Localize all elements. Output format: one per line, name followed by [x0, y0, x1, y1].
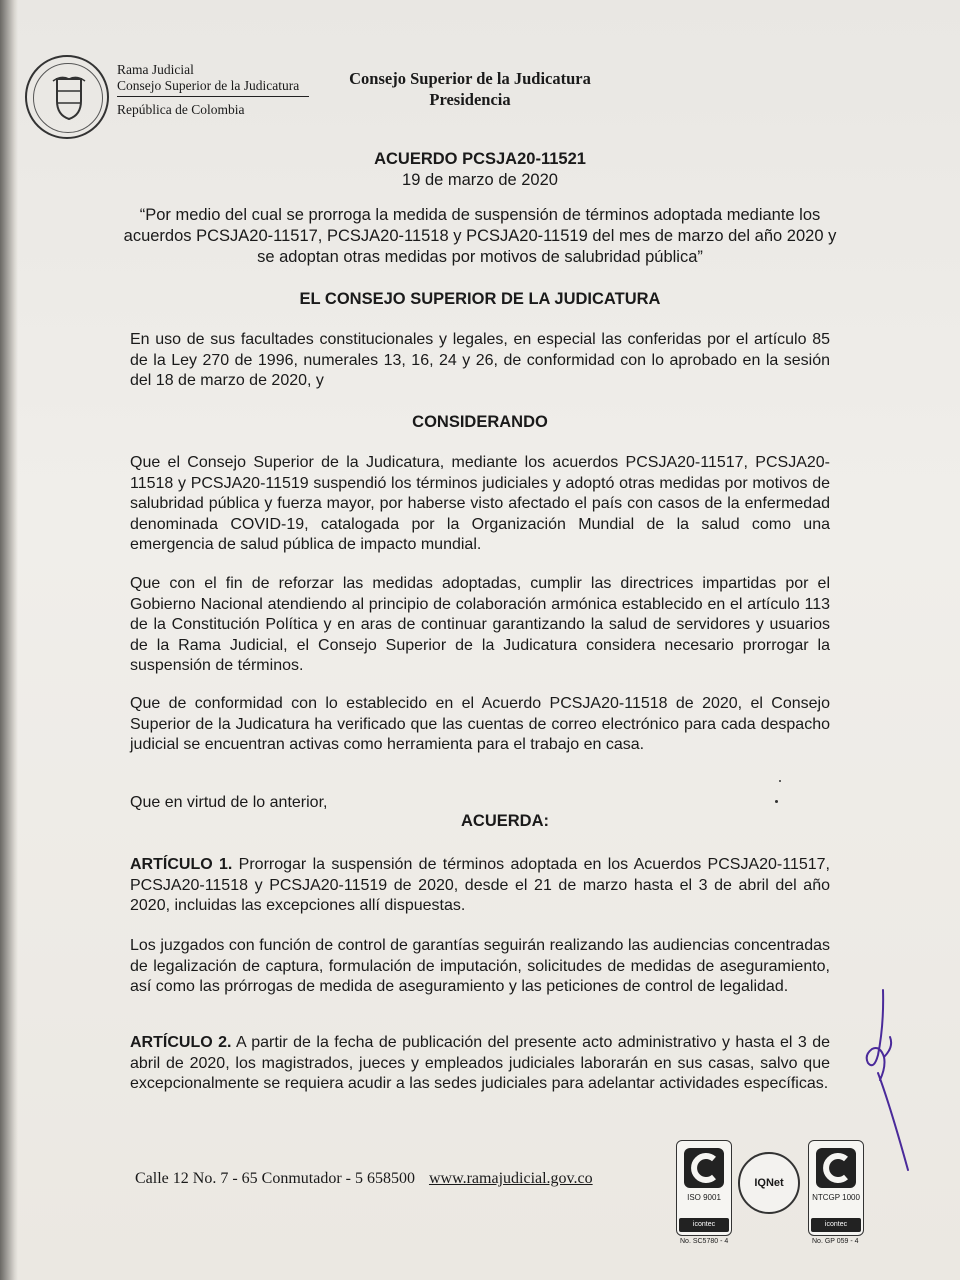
articulo-2-label: ARTÍCULO 2.	[130, 1034, 232, 1051]
footer-address: Calle 12 No. 7 - 65 Conmutador - 5 658500	[135, 1170, 415, 1187]
ntcgp-1000-logo	[808, 1140, 864, 1236]
paragraph-articulo-2	[130, 1033, 830, 1095]
icontec-band: icontec	[811, 1218, 861, 1232]
paragraph-articulo-1	[130, 855, 830, 917]
articulo-1-text: Prorrogar la suspensión de términos adoptada en los Acuerdos PCSJA20-11517, PCSJA20-11518 y PCSJA20-11519 de 2020, desde el 21 de marzo hasta el 3 de abril del año 2020, incluidas las excepciones allí dispuestas.	[130, 856, 830, 915]
paragraph-considerando-3: Que de conformidad con lo establecido en el Acuerdo PCSJA20-11518 de 2020, el Consejo Superior de la Judicatura ha verificado que las cuentas de correo electrónico para cada despacho judicial se encuentran activas como herramienta para el trabajo en casa.	[130, 695, 830, 754]
header-rule	[117, 96, 309, 97]
iso-9001-number: No. SC5780 - 4	[680, 1238, 729, 1245]
acuerdo-date: 19 de marzo de 2020	[402, 171, 558, 189]
ntcgp-1000-label: NTCGP 1000	[812, 1193, 860, 1202]
footer-url-link[interactable]: www.ramajudicial.gov.co	[428, 1170, 593, 1187]
footer-contact	[135, 1170, 593, 1188]
page-shadow	[0, 0, 18, 1280]
articulo-1-label: ARTÍCULO 1.	[130, 856, 233, 873]
header-presidencia: Presidencia	[429, 90, 511, 109]
ntcgp-1000-number: No. GP 059 - 4	[812, 1238, 859, 1245]
acuerdo-subject-quote: “Por medio del cual se prorroga la medida de suspensión de términos adoptada mediante los acuerdos PCSJA20-11517, PCSJA20-11518 y PCSJA20-11519 del mes de marzo del año 2020 y se adoptan otras medidas por motivos de salubridad pública”	[123, 206, 837, 266]
heading-consejo: EL CONSEJO SUPERIOR DE LA JUDICATURA	[299, 290, 661, 308]
paragraph-considerando-2: Que con el fin de reforzar las medidas adoptadas, cumplir las directrices impartidas por el Gobierno Nacional atendiendo al principio de colaboración armónica establecido en el artículo 113 de la Constitución Política y en aras de continuar garantizando la salud de servidores y usuarios de la Rama Judicial, el Consejo Superior de la Judicatura considera necesario prorrogar la suspensión de términos.	[130, 575, 830, 675]
stray-mark	[775, 800, 778, 803]
header-rama-judicial: Rama Judicial	[117, 62, 194, 77]
header-republica: República de Colombia	[117, 102, 245, 117]
acuerdo-title: ACUERDO PCSJA20-11521	[374, 150, 586, 168]
header-right	[320, 68, 620, 110]
icontec-c-icon	[815, 1147, 857, 1189]
stray-mark	[779, 780, 781, 782]
iqnet-logo: IQNet	[738, 1152, 800, 1214]
paragraph-considerando-4: Que en virtud de lo anterior,	[130, 794, 328, 811]
header-left	[117, 62, 300, 117]
paragraph-articulo-1-garantias: Los juzgados con función de control de garantías seguirán realizando las audiencias concentradas de legalización de captura, formulación de imputación, solicitudes de medidas de aseguramiento, así como las prórrogas de medida de aseguramiento y las peticiones de control de legalidad.	[130, 937, 830, 996]
icontec-band: icontec	[679, 1218, 729, 1232]
colombia-coat-of-arms-icon	[25, 55, 109, 139]
paragraph-considerando-1: Que el Consejo Superior de la Judicatura, mediante los acuerdos PCSJA20-11517, PCSJA20-11518 y PCSJA20-11519 suspendió los términos judiciales y adoptó otras medidas por motivos de salubridad pública y fuerza mayor, por haberse visto afectado el país con casos de la enfermedad denominada COVID-19, catalogada por la Organización Mundial de la salud como una emergencia de salud pública de impacto mundial.	[130, 454, 830, 554]
iso-9001-logo	[676, 1140, 732, 1236]
header-consejo: Consejo Superior de la Judicatura	[117, 78, 300, 93]
heading-acuerda: ACUERDA:	[461, 812, 549, 830]
icontec-c-icon	[683, 1147, 725, 1189]
paragraph-facultades: En uso de sus facultades constitucionales y legales, en especial las conferidas por el artículo 85 de la Ley 270 de 1996, numerales 13, 16, 24 y 26, de conformidad con lo aprobado en la sesión del 18 de marzo de 2020, y	[130, 331, 830, 390]
articulo-2-text: A partir de la fecha de publicación del presente acto administrativo y hasta el 3 de abril de 2020, los magistrados, jueces y empleados judiciales laborarán en sus casas, salvo que excepcionalmente se requiera acudir a las sedes judiciales para adelantar actividades específicas.	[130, 1034, 831, 1093]
header-consejo-superior: Consejo Superior de la Judicatura	[349, 69, 591, 88]
iso-9001-label: ISO 9001	[687, 1193, 721, 1202]
heading-considerando: CONSIDERANDO	[412, 413, 548, 431]
